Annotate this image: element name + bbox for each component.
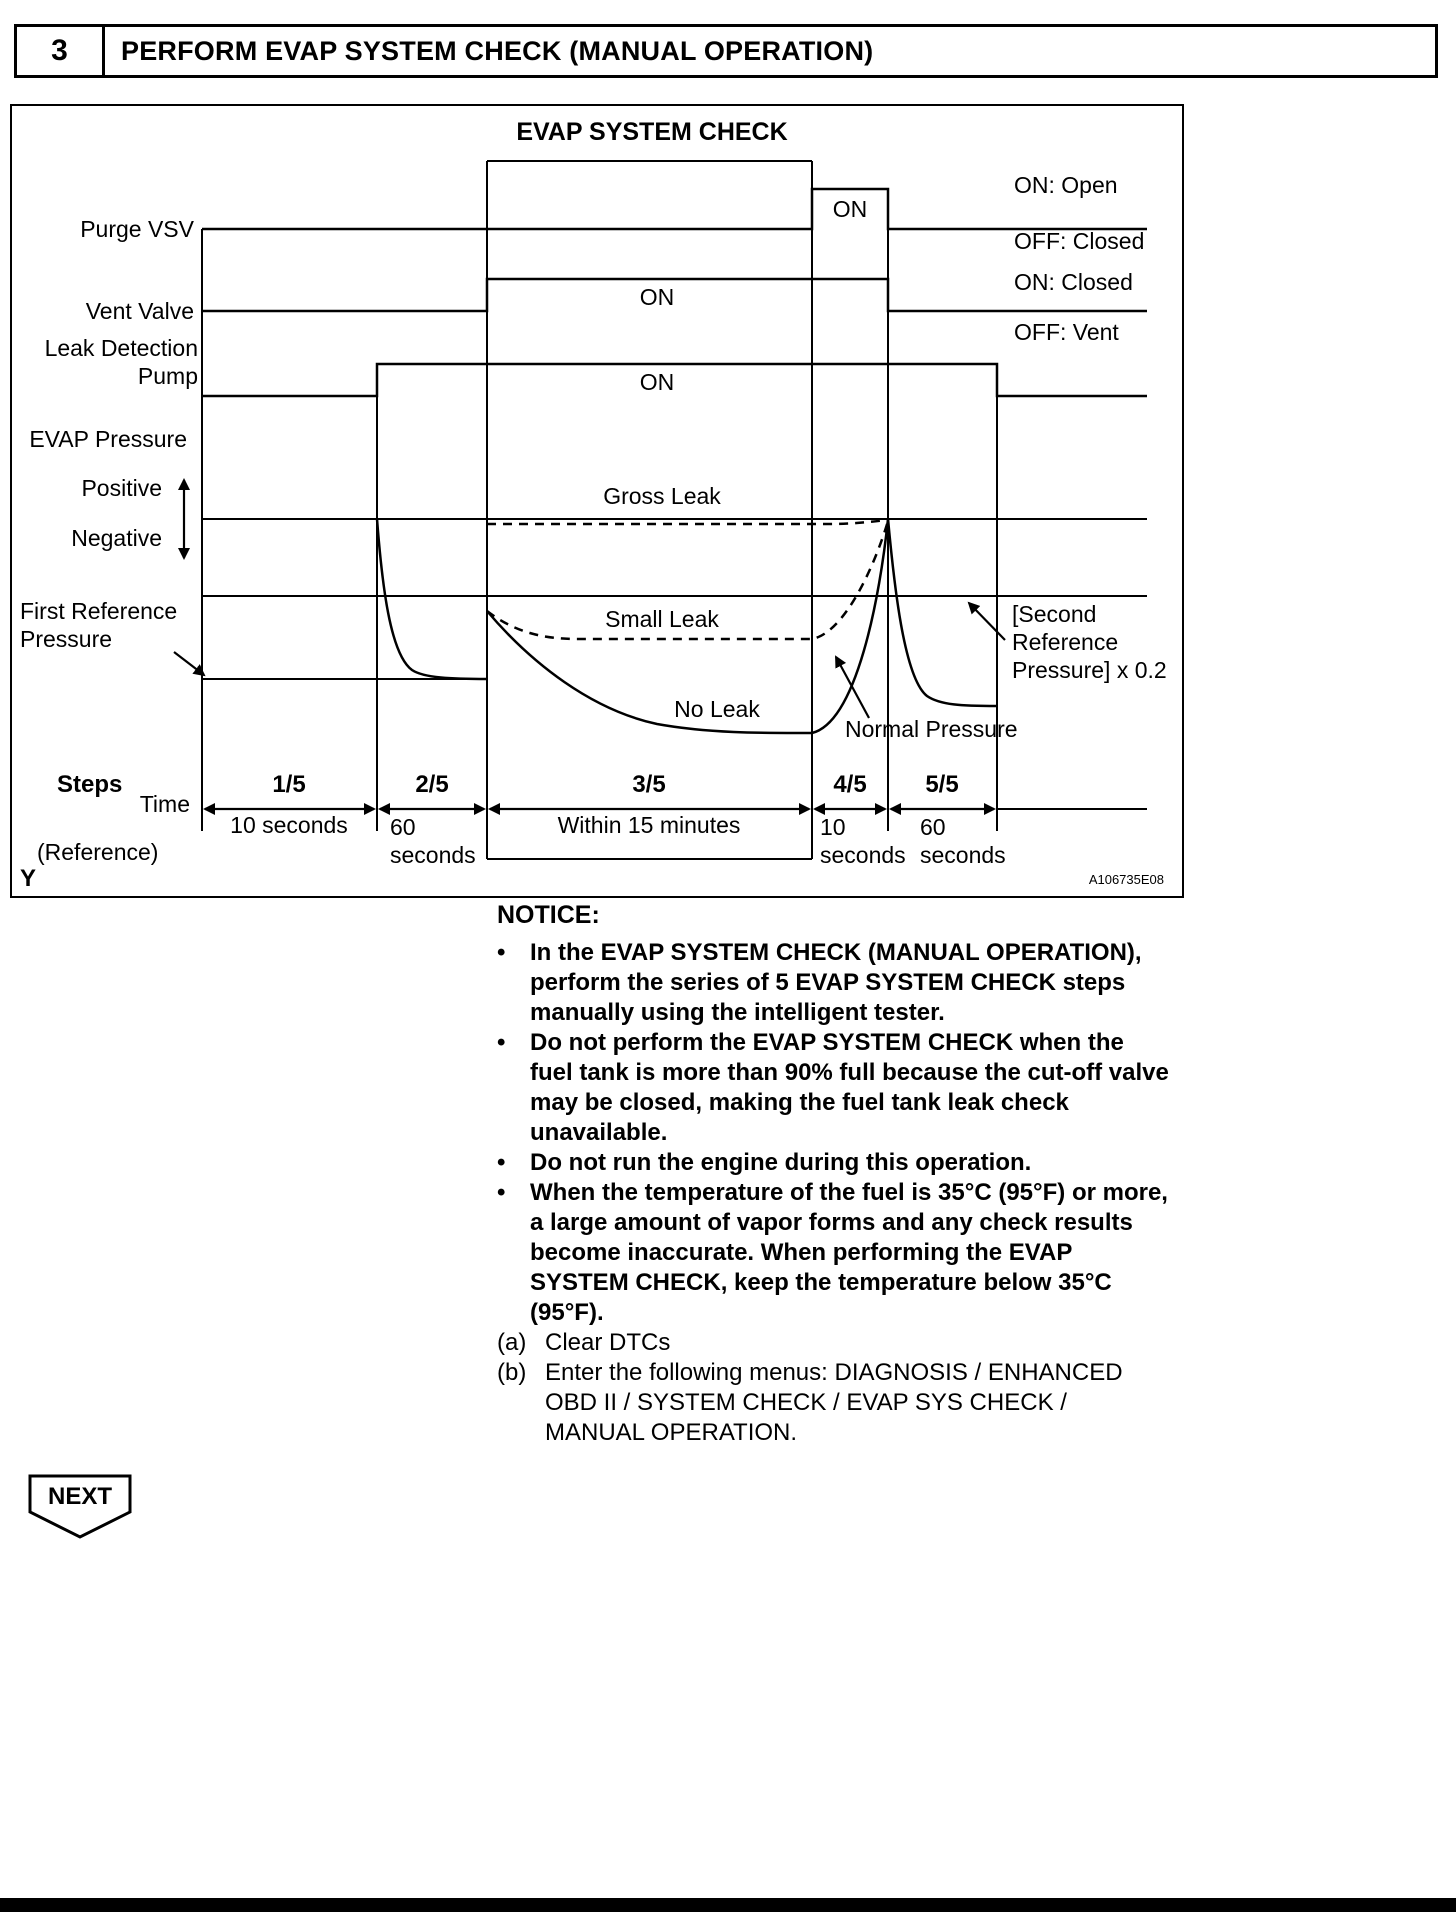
diagram-title: EVAP SYSTEM CHECK [516,118,788,146]
time-label: Time [139,791,190,817]
time-step-3: Within 15 minutes [557,812,741,838]
signal-traces [202,189,1147,396]
step-header [14,24,1438,78]
time-step-4-line2: seconds [820,842,906,868]
second-reference-label-line3: Pressure] x 0.2 [1012,657,1167,683]
notice-bullet-2-text: Do not perform the EVAP SYSTEM CHECK when the fuel tank is more than 90% full because the cut-off valve may be closed, making the fuel tank leak check unavailable. [530,1029,1169,1146]
time-step-2-line2: seconds [390,842,476,868]
second-reference-label-line2: Reference [1012,629,1119,655]
purge-vsv-on-label: ON [832,196,868,222]
step-3-label: 3/5 [632,771,666,798]
no-leak-label: No Leak [674,696,760,722]
notice-title: NOTICE: [497,901,600,929]
procedure-item-a-label: (a) [497,1329,527,1356]
pressure-reference-lines [202,519,1147,679]
second-reference-label-line1: [Second [1012,601,1097,627]
pump-label-line1: Leak Detection [44,335,198,361]
pump-label-line2: Pump [137,363,198,389]
notice-bullet-3-text: Do not run the engine during this operation. [530,1149,1032,1176]
step-boundary-lines [202,161,997,859]
time-step-5-line1: 60 [920,814,946,840]
procedure-item-a [497,1328,1169,1358]
vent-valve-trace [202,279,1147,311]
leak-detection-pump-trace [202,364,1147,396]
legend-purge-on: ON: Open [1014,172,1118,198]
time-step-1: 10 seconds [230,812,348,838]
notice-bullet-4 [497,1178,1169,1328]
step-1-label: 1/5 [272,771,306,798]
next-button[interactable] [28,1474,132,1545]
footer-bar [0,1898,1456,1912]
legend-purge-off: OFF: Closed [1014,228,1145,254]
next-button-label: NEXT [47,1483,113,1510]
figure-corner-label: Y [20,865,37,892]
time-step-4-line1: 10 [820,814,846,840]
purge-vsv-trace [202,189,1147,229]
gross-leak-label: Gross Leak [603,483,721,509]
negative-label: Negative [71,525,162,551]
procedure-item-b [497,1358,1169,1448]
first-reference-arrow [174,652,204,675]
normal-pressure-label: Normal Pressure [845,716,1018,742]
evap-diagram-figure [10,104,1184,898]
notice-section [497,900,1169,1448]
notice-bullet-1-text: In the EVAP SYSTEM CHECK (MANUAL OPERATION), perform the series of 5 EVAP SYSTEM CHECK steps manually using the intelligent tester. [530,939,1142,1026]
vent-valve-label: Vent Valve [85,298,194,324]
normal-pressure-rise-curve [812,519,888,733]
notice-bullet-1 [497,938,1169,1028]
step-number: 3 [17,27,105,75]
time-step-2-line1: 60 [390,814,416,840]
first-reference-label-line2: Pressure [20,626,113,652]
bullet-icon: • [497,1029,506,1056]
legend-vent-on: ON: Closed [1014,269,1133,295]
bullet-icon: • [497,1179,506,1206]
small-leak-label: Small Leak [605,606,719,632]
bullet-icon: • [497,1149,506,1176]
procedure-item-b-label: (b) [497,1359,527,1386]
time-step-5-line2: seconds [920,842,1006,868]
notice-bullet-4-text: When the temperature of the fuel is 35°C (95°F) or more, a large amount of vapor forms and any check results become inaccurate. When performing the EVAP SYSTEM CHECK, keep the temperature below 35°C (95°F). [530,1179,1168,1326]
step-2-label: 2/5 [415,771,449,798]
step-title: PERFORM EVAP SYSTEM CHECK (MANUAL OPERATION) [121,35,874,66]
step-4-label: 4/5 [833,771,867,798]
second-reference-decay-curve [888,519,997,706]
positive-label: Positive [81,475,162,501]
legend-vent-off: OFF: Vent [1014,319,1119,345]
pump-on-label: ON [639,369,675,395]
reference-label: (Reference) [37,839,159,865]
gross-leak-curve [487,520,886,524]
vent-valve-on-label: ON [639,284,675,310]
notice-bullet-2 [497,1028,1169,1148]
first-reference-decay-curve [377,519,487,679]
step-5-label: 5/5 [925,771,959,798]
purge-vsv-label: Purge VSV [80,216,194,242]
procedure-item-b-text: Enter the following menus: DIAGNOSIS / ENHANCED OBD II / SYSTEM CHECK / EVAP SYS CHECK / MANUAL OPERATION. [545,1359,1123,1446]
steps-label: Steps [57,771,123,798]
evap-pressure-label: EVAP Pressure [29,426,187,452]
first-reference-label-line1: First Reference [20,598,178,624]
notice-bullet-3 [497,1148,1169,1178]
figure-code: A106735E08 [1088,872,1164,887]
evap-timing-chart [12,106,1182,896]
bullet-icon: • [497,939,506,966]
procedure-item-a-text: Clear DTCs [545,1329,671,1356]
second-reference-arrow [969,603,1005,640]
